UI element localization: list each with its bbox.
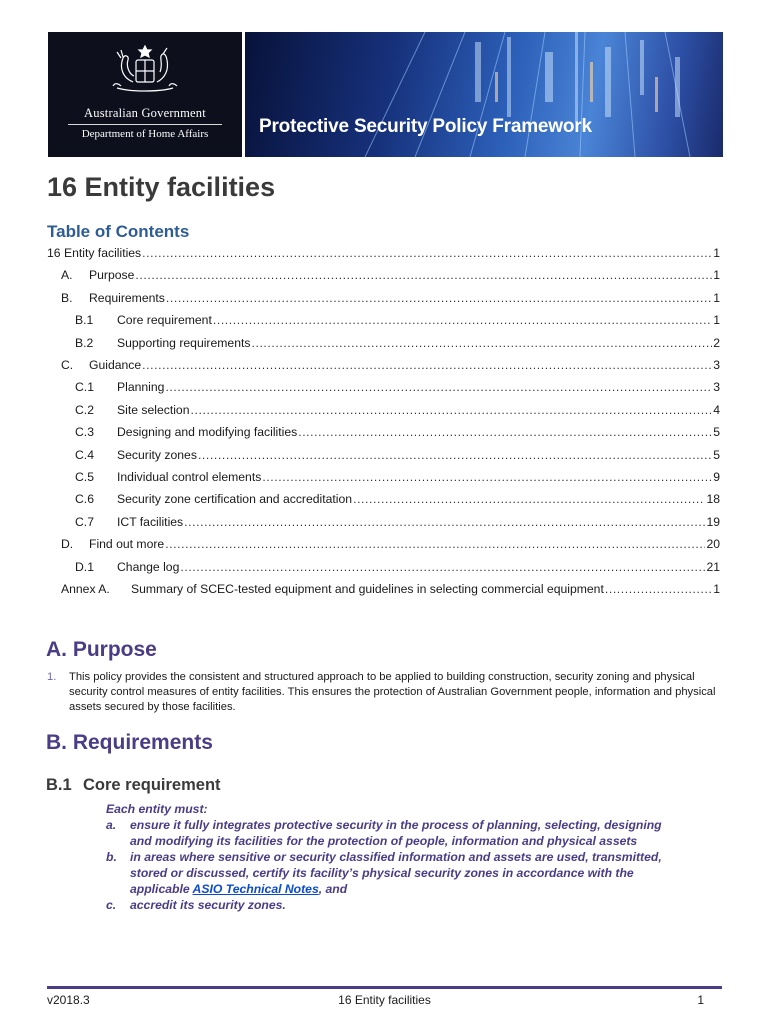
list-letter: b. [106, 850, 117, 864]
toc-entry-label: Summary of SCEC-tested equipment and guidelines in selecting commercial equipment [131, 582, 604, 596]
subheading-label: Core requirement [83, 776, 221, 794]
page-title: 16 Entity facilities [47, 172, 276, 202]
toc-entry-page: 5 [713, 425, 720, 440]
toc-entry-page: 3 [713, 380, 720, 395]
toc-entry-page: 1 [713, 313, 720, 328]
toc-entry-label: Requirements [89, 290, 165, 305]
toc-dot-leader [184, 515, 705, 529]
toc-entry-label: Guidance [89, 358, 142, 372]
toc-entry-page: 21 [706, 559, 720, 574]
toc-entry-label: Security zone certification and accreditation [117, 492, 353, 507]
toc-entry[interactable] [75, 380, 720, 396]
toc-entry-number: C.3 [75, 425, 94, 440]
toc-dot-leader [198, 448, 712, 462]
toc-dot-leader [166, 291, 712, 305]
department-name: Department of Home Affairs [81, 128, 209, 140]
toc-entry-page: 18 [706, 492, 720, 507]
list-text: accredit its security zones. [130, 898, 286, 912]
section-heading-requirements: B. Requirements [46, 731, 213, 754]
toc-dot-leader [142, 358, 712, 372]
toc-entry[interactable] [75, 470, 720, 486]
toc-entry[interactable] [75, 403, 720, 419]
toc-entry-number: D. [61, 537, 74, 552]
coat-of-arms-icon [103, 42, 187, 104]
toc-entry-number: D.1 [75, 559, 94, 574]
paragraph-text: This policy provides the consistent and structured approach to be applied to building construction, security zoning and physical security control measures of entity facilities. This ensures the protection of Australian Government people, information and physical assets secured by those facilities. [69, 671, 716, 713]
toc-entry-page: 1 [713, 582, 720, 596]
toc-entry-page: 1 [713, 290, 720, 305]
toc-dot-leader [605, 582, 712, 596]
toc-entry-page: 3 [713, 358, 720, 372]
toc-entry-label: Designing and modifying facilities [117, 425, 298, 440]
toc-entry[interactable] [61, 268, 720, 284]
list-text: ensure it fully integrates protective security in the process of planning, selecting, designing and modifying its facilities for the protection of people, information and physical assets [130, 818, 662, 848]
list-item [106, 849, 666, 897]
toc-entry-number: Annex A. [61, 582, 110, 596]
framework-title: Protective Security Policy Framework [259, 116, 592, 137]
toc-dot-leader [191, 403, 713, 417]
toc-entry[interactable] [75, 448, 720, 464]
footer-rule [47, 986, 722, 989]
toc-entry-page: 1 [713, 268, 720, 283]
toc-heading: Table of Contents [47, 222, 190, 241]
toc-entry-number: C.4 [75, 447, 94, 462]
crest-divider [68, 124, 222, 125]
toc-entry[interactable] [61, 582, 720, 598]
toc-entry-label: Core requirement [117, 313, 212, 328]
toc-entry[interactable] [75, 336, 720, 352]
core-intro: Each entity must: [106, 802, 208, 816]
toc-entry-number: B.2 [75, 335, 94, 350]
toc-dot-leader [298, 425, 712, 439]
toc-entry-page: 19 [706, 514, 720, 529]
banner-artwork [245, 32, 723, 157]
toc-entry[interactable] [75, 425, 720, 441]
government-crest-panel [48, 32, 242, 157]
data-streaks-graphic [245, 32, 723, 157]
list-item [106, 817, 666, 849]
footer-version: v2018.3 [47, 993, 90, 1007]
toc-entry-number: C.6 [75, 492, 94, 507]
asio-technical-notes-link[interactable]: ASIO Technical Notes [192, 882, 319, 896]
toc-dot-leader [251, 336, 712, 350]
subheading-core-requirement [46, 776, 221, 795]
toc-entry-label: Security zones [117, 447, 197, 462]
toc-entry-label: Individual control elements [117, 470, 262, 484]
purpose-paragraph [47, 670, 727, 715]
list-letter: c. [106, 898, 117, 912]
list-letter: a. [106, 818, 117, 832]
toc-entry-number: C.1 [75, 380, 94, 395]
toc-entry-label: Supporting requirements [117, 335, 251, 350]
toc-entry-number: B.1 [75, 313, 94, 328]
toc-entry-page: 4 [713, 402, 720, 417]
toc-entry-number: C.5 [75, 470, 94, 484]
toc-entry-number: A. [61, 268, 73, 283]
toc-entry[interactable] [61, 358, 720, 374]
toc-entry-number: C.2 [75, 402, 94, 417]
toc-entry-page: 2 [713, 335, 720, 350]
toc-dot-leader [142, 246, 712, 260]
core-requirement-block [106, 801, 666, 913]
toc-entry-page: 9 [713, 470, 720, 484]
toc-entry-page: 20 [706, 537, 720, 552]
toc-dot-leader [213, 313, 712, 327]
toc-entry[interactable] [75, 492, 720, 508]
toc-entry-label: Change log [117, 559, 180, 574]
toc-entry-label: Purpose [89, 268, 135, 283]
toc-entry[interactable] [75, 313, 720, 329]
subheading-number: B.1 [46, 776, 72, 794]
toc-dot-leader [135, 268, 712, 282]
toc-entry[interactable] [61, 537, 720, 553]
toc-entry[interactable] [75, 515, 720, 531]
toc-entry-page: 5 [713, 447, 720, 462]
toc-dot-leader [165, 537, 705, 551]
section-heading-purpose: A. Purpose [46, 638, 157, 661]
toc-entry-label: Site selection [117, 402, 190, 417]
toc-entry-label: Planning [117, 380, 165, 395]
toc-entry-page: 1 [713, 246, 720, 260]
toc-entry-number: C. [61, 358, 74, 372]
toc-dot-leader [262, 470, 712, 484]
list-item [106, 897, 666, 913]
header-banner [48, 32, 723, 157]
toc-dot-leader [180, 560, 705, 574]
list-text: in areas where sensitive or security classified information and assets are used, transmitted, stored or discussed, certify its facility’s physical security zones in accordance with the applicable [130, 850, 662, 896]
toc-entry[interactable] [61, 291, 720, 307]
footer-page-number: 1 [697, 993, 704, 1007]
toc-entry[interactable] [75, 560, 720, 576]
list-text-tail: , and [318, 882, 348, 896]
toc-dot-leader [353, 492, 705, 506]
toc-entry-label: ICT facilities [117, 514, 184, 529]
footer-title: 16 Entity facilities [338, 993, 431, 1007]
paragraph-number: 1. [47, 671, 57, 683]
toc-entry-label: 16 Entity facilities [47, 246, 142, 260]
toc-entry-number: C.7 [75, 514, 94, 529]
toc-dot-leader [165, 380, 712, 394]
toc-entry-number: B. [61, 290, 73, 305]
toc-entry-label: Find out more [89, 537, 165, 552]
government-name: Australian Government [84, 106, 206, 120]
toc-entry[interactable] [47, 246, 720, 262]
